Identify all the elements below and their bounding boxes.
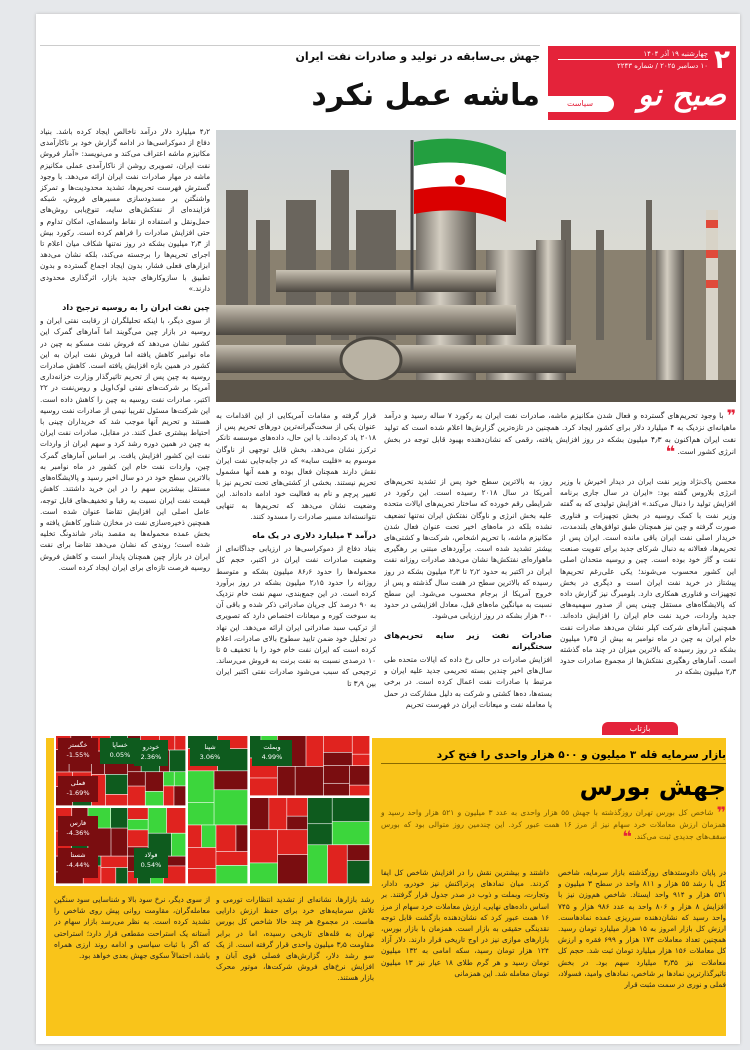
quote-open-icon: ❞	[716, 803, 726, 822]
quote-close-icon: ❝	[665, 442, 676, 461]
paragraph: روز، به بالاترین سطح خود پس از تشدید تحریم‌های آمریکا در سال ۲۰۱۸ رسیده است. این رکورد در شرایطی رقم خورده که ساختار تحریم‌های ایالات متحده علیه بخش انرژی و ناوگان نفتکش ایران نه‌تنها تضعیف نشده بلکه در ماه‌های اخیر تحت عنوان فعال شدن مکانیزم ماشه، با تحریم اشخاص، شرکت‌ها و کشتی‌های بیشتر تشدید شده است. برآوردهای مبتنی بر رهگیری ماهواره‌ای نفتکش‌ها نشان می‌دهد صادرات روزانه نفت ایران در اکتبر به حدود ۲٫۲ تا ۲٫۳ میلیون بشکه در روز رسیده که بالاترین سطح در هفت سال گذشته و پس از خروج آمریکا از برجام محسوب می‌شود. این سطح نسبت به میانگین ماه‌های قبل، معادل افزایشی در حدود ۳۰۰ هزار بشکه در روز ارزیابی می‌شود.	[384, 477, 552, 621]
heatmap-tile	[146, 792, 164, 806]
ticker-label: وبملت	[263, 743, 281, 751]
heatmap-tile	[347, 845, 369, 860]
heatmap-tile	[188, 803, 214, 825]
heatmap-tile	[116, 868, 127, 884]
heatmap-tile	[170, 750, 186, 771]
heatmap-tile	[216, 866, 247, 884]
change-label: -4.44%	[66, 861, 90, 869]
change-label: 4.99%	[261, 753, 283, 761]
paragraph: قرار گرفته و مقامات آمریکایی از این اقدامات به عنوان یکی از سخت‌گیرانه‌ترین دورهای تحریم پس از ۲۰۱۸ یاد کرده‌اند. با این حال، داده‌های موسسه تانکر ترکرز نشان می‌دهد، بخش قابل توجهی از ناوگان موسوم به «فلیت سایه» که در جابه‌جایی نفت ایران نقش دارند همچنان فعال بوده و همه آنها مشمول تحریم نیستند. بخشی از کشتی‌های تحت تحریم نیز با تغییر پرچم و نام به فعالیت خود ادامه داده‌اند. این وضعیت نشان می‌دهد که تحریم‌ها به تنهایی نتوانسته‌اند مسیر صادرات را مسدود کنند.	[216, 411, 376, 521]
heatmap-tile	[128, 808, 148, 819]
heatmap-tile	[353, 736, 370, 754]
article-column-a	[216, 410, 376, 722]
refinery-photo	[216, 130, 736, 402]
ticker-label: شستا	[70, 851, 86, 859]
heatmap-tile	[128, 820, 148, 830]
heatmap-tile	[214, 771, 247, 789]
heatmap-tile	[250, 798, 269, 829]
heatmap-tile	[324, 766, 349, 783]
subheading: صادرات نفت زیر سایه تحریم‌های سختگیرانه	[384, 630, 552, 651]
paragraph: محسن پاک‌نژاد وزیر نفت ایران در دیدار اخیرش با وزیر انرژی بلاروس گفته بود: «ایران در سال جاری برنامه افزایش تولید را دنبال می‌کند.» افزایش تولیدی که به گفته وزیر نفت با کمک روسیه در بخش تجهیزات و فناوری صورت گرفته و چین نیز همچنان طبق توافق‌های بلندمدت، خریدار اصلی نفت ایران باقی مانده است. ایران پس از تحریم‌ها، فعالانه به دنبال شرکای جدید برای تقویت صنعت نفت و گاز خود بوده است. چین و روسیه متحدان اصلی این کشور محسوب می‌شوند؛ یکی علی‌رغم تحریم‌ها پیشتاز در خرید نفت ایران است و دیگری در بخش تجهیزات و فناوری همکاری دارد. بلومبرگ نیز گزارش داده که پالایشگاه‌های مستقل چینی پس از صدور سهمیه‌های جدید واردات، خرید نفت خام ایران را افزایش داده‌اند. همچنین آمارهای شرکت کپلر نشان می‌دهد صادرات نفت خام ایران به چین در ماه نوامبر به بیش از ۱٫۳۵ میلیون بشکه در روز رسیده که بالاترین میزان در چند ماه گذشته است. آمارهای رهگیری نفتکش‌ها از مجموع صادرات حدود ۲٫۳ میلیون بشکه در	[560, 477, 736, 677]
heatmap-tile	[101, 868, 115, 884]
section-tag: بازتاب	[602, 722, 678, 735]
pull-quote-text: با وجود تحریم‌های گسترده و فعال شدن مکانیزم ماشه، صادرات نفت ایران به رکورد ۷ ساله رسید و درآمد ماهیانه‌ای نزدیک به ۴ میلیارد دلار برای کشور ایجاد کرد. همچنین در تازه‌ترین گزارش‌ها اعلام شده است که تولید نفت ایران هم‌اکنون به ۴٫۳ میلیون بشکه در روز افزایش یافته، رقمی که نشان‌دهنده بهبود قابل توجه در بخش انرژی کشور است.	[384, 411, 736, 456]
bourse-column-1: در پایان دادوستدهای روزگذشته بازار سرمایه، شاخص کل با رشد ۵۵ هزار و ۸۱۱ واحد در سطح ۳ میلیون و ۵۲۱ هزار و ۹۱۴ واحد ایستاد. شاخص هم‌وزن نیز با افزایش ۸ هزار و ۸۰۶ واحد به عدد ۹۸۶ هزار و ۷۴۵ واحد رسید که نشان‌دهنده سرریزی عمده نمادهاست. ارزش کل بازار امروز به ۱۵ هزار میلیارد تومان رسید. همچنین تعداد معاملات ۱۷۴ هزار و ۶۹۹ فقره و ارزش کل معاملات ۱۵۶ هزار میلیارد تومان ثبت شد. حجم کل معاملات نیز ۳٫۳۵ میلیارد سهم بود. در بخش تاثیرگذارترین نمادها بر شاخص، نمادهای وامید، فسولاد، فملی و نوری در سمت مثبت قرار	[558, 868, 726, 990]
change-label: 2.36%	[140, 753, 162, 761]
heatmap-tile	[328, 845, 347, 883]
heatmap-tile	[101, 856, 127, 867]
heatmap-tile	[324, 784, 349, 796]
lead-pull-quote	[384, 406, 736, 461]
change-label: -1.55%	[66, 751, 90, 759]
heatmap-tile	[269, 798, 286, 829]
change-label: 0.54%	[140, 861, 162, 869]
heatmap-tile	[216, 825, 235, 851]
heatmap-tile	[164, 786, 174, 805]
heatmap-tile	[214, 790, 247, 825]
bourse-pull-quote	[381, 803, 726, 846]
heatmap-tile	[188, 848, 216, 868]
heatmap-tile	[332, 822, 369, 845]
logo: صبح نو	[637, 78, 726, 113]
heatmap-tile	[236, 825, 247, 851]
bourse-column-3: رشد بازارها، نشانه‌ای از تشدید انتظارات تورمی و تلاش سرمایه‌های خرد برای حفظ ارزش دارایی هاست. در مجموع هر چند حالا شاخص کل بورس تهران به قله‌های تاریخی رسیده، اما در برابر مقاومت ۳٫۵ میلیون واحدی قرار گرفته است. از یک سو رشد دلار، گزارش‌های فصلی قوی آبان و افزایش نرخ‌های فروش شرکت‌ها، موتور محرک بازار هستند.	[216, 895, 374, 983]
paragraph: ۴٫۲ میلیارد دلار درآمد ناخالص ایجاد کرده باشد. بنیاد دفاع از دموکراسی‌ها در ادامه گزارش خود بر ناکارآمدی مکانیزم ماشه اعتراف می‌کند و می‌نویسد: «آمار فروش نفت ایران، تصویری روشن از ناکارآمدی عملی مکانیزم ماشه در مهار صادرات نفت ایران ارائه می‌دهد. با وجود گسترش فهرست تحریم‌ها، تشدید محدودیت‌ها و تمرکز واشنگتن بر مسدودسازی مسیرهای فروش، شبکه فزاینده‌ای از نفتکش‌های سایه، تنوع‌یابی روش‌های حمل‌ونقل و استفاده از نقاط واسطه‌ای، امکان تداوم و حتی افزایش صادرات را فراهم کرده است. رکورد بیش از ۲٫۳ میلیون بشکه در روز نه‌تنها شکاف میان اعلام تا اجرای تحریم‌ها را برجسته می‌کند، بلکه نشان می‌دهد ابزارهای فعلی فشار، بدون ایجاد اجماع گسترده و بدون تطبیق با سازوکارهای جدید بازار، اثرگذاری محدودی دارند.»	[40, 127, 210, 293]
quote-close-icon: ❝	[622, 827, 632, 846]
ticker-label: فارس	[69, 819, 87, 827]
heatmap-tile	[250, 778, 277, 795]
heatmap-tile	[308, 845, 327, 883]
heatmap-tile	[188, 771, 214, 802]
ticker-label: خودرو	[142, 743, 160, 751]
article-column-left	[40, 126, 210, 722]
headline: ماشه عمل نکرد	[311, 78, 540, 113]
heatmap-tile	[308, 824, 332, 844]
ticker-label: شپنا	[204, 743, 216, 751]
heatmap-tile	[216, 852, 247, 865]
paragraph: از سوی دیگر، با اینکه تحلیلگران از رقابت نفتی ایران و روسیه در بازار چین می‌گویند اما آمارهای گمرک این کشور نشان می‌دهد که فروش نفت مسکو به چین در ماه نوامبر کاهش یافته اما فروش نفت ایران به این کشور در همین بازه افزایش یافته است. کاهش صادرات روسیه به چین پس از تحریم تاثیرگذار وزارت خزانه‌داری آمریکا بر شرکت‌های نفتی لوک‌اویل و روس‌نفت در ۲۲ اکتبر، صادرات نفت روسیه به چین را کاهش داده است. این شرکت‌ها مسئول تقریبا نیمی از صادرات نفت روسیه هستند و تحریم آنها موجب شد که خریداران چینی با احتیاط بیشتری عمل کنند. در مقابل، صادرات نفت ایران به چین در همین دوره رشد کرد و سهم ایران از واردات نفت این کشور افزایش یافت. بر اساس آمارهای گمرک چین، واردات نفت خام این کشور در ماه نوامبر به بالاترین سطح خود در دو سال اخیر رسید و پالایشگاه‌های مستقل بیشترین سهم را در این خرید داشتند. کاهش قیمت نفت ایران نسبت به رقبا و تخفیف‌های قابل توجه، عامل اصلی این افزایش تقاضا عنوان شده است. همچنین ذخیره‌سازی نفت در مخازن شناور کاهش یافته و بخش عمده محموله‌ها به مقصد بنادر شاندونگ تخلیه شده است؛ روندی که نشان می‌دهد تقاضا برای نفت ایران در بازار چین همچنان پایدار است و کاهش فروش روسیه فرصت تازه‌ای برای ایران ایجاد کرده است.	[40, 316, 210, 572]
heatmap-tile	[202, 825, 216, 847]
heatmap-tile	[278, 767, 295, 796]
divider	[40, 45, 540, 46]
heatmap-tile	[188, 869, 216, 884]
bourse-column-2: داشتند و بیشترین نقش را در افزایش شاخص کل ایفا کردند. میان نمادهای پرتراکنش نیز خودرو، دادار، وتجارت، وبملت و ذوب در صدر جدول قرار گرفتند. بر اساس داده‌های نهایی، ارزش معاملات خرد سهام از مرز ۱۶ همت عبور کرد که نشان‌دهنده بازگشت قابل توجه نقدینگی حقیقی به بازار است. همزمان با بازار بورس، بازارهای موازی نیز در اوج تاریخی قرار دارند. دلار آزاد ۱۲۴ هزار تومان رسید، سکه امامی به ۱۳۲ میلیون تومان رسید و هر گرم طلای ۱۸ عیار نیز ۱۳ میلیون تومان معامله شد. این همزمانی	[381, 868, 549, 978]
heatmap-tile	[278, 855, 307, 883]
heatmap-tile	[350, 766, 370, 785]
heatmap-tile	[164, 772, 174, 786]
heatmap-tile	[287, 816, 307, 829]
bourse-headline: جهش بورس	[579, 773, 726, 801]
heatmap-tile	[172, 833, 186, 855]
heatmap-tile	[353, 754, 370, 765]
change-label: -1.69%	[66, 789, 90, 797]
paragraph: بنیاد دفاع از دموکراسی‌ها در ارزیابی جداگانه‌ای از وضعیت صادرات نفت ایران در اکتبر، حجم کل محموله‌ها را حدود ۸۶٫۶ میلیون بشکه و متوسط روزانه را حدود ۲٫۱۵ میلیون بشکه در روز برآورد کرده است. در این جمع‌بندی، سهم نفت خام نزدیک به ۹۰ درصد کل جریان صادراتی ذکر شده و باقی آن به سوخت کوره و میعانات اختصاص دارد که تصویری از ترکیب سبد صادراتی ایران ارائه می‌دهد. این نهاد در تحلیل خود ضمن تایید سطوح بالای صادرات، اعلام کرده است که ایران نفت خام خود را با تخفیف ۵ تا ۱۰ درصدی نسبت به نفت برنت به فروش می‌رساند. ترجیحی که سبب می‌شود صادرات نفتی اکتبر ایران بین ۳٫۹ تا	[216, 544, 376, 688]
ticker-label: فملی	[70, 779, 86, 787]
stock-heatmap	[54, 734, 372, 886]
heatmap-tile	[174, 786, 185, 805]
heatmap-tile	[106, 795, 128, 806]
heatmap-tile	[175, 772, 186, 786]
heatmap-tile	[148, 808, 166, 833]
bourse-kicker: بازار سرمایه قله ۳ میلیون و ۵۰۰ هزار واحدی را فتح کرد	[381, 749, 726, 764]
date-persian: چهارشنبه ۱۹ آذر ۱۴۰۴	[558, 50, 708, 60]
heatmap-tile	[111, 828, 127, 855]
heatmap-tile	[324, 736, 352, 752]
ticker-label: خگستر	[68, 741, 88, 749]
ticker-label: خساپا	[112, 741, 128, 749]
iran-flag	[414, 139, 506, 222]
subheading: چین نفت ایران را به روسیه ترجیح داد	[62, 303, 210, 313]
page-number: ۲	[714, 45, 730, 75]
heatmap-tile	[128, 830, 148, 846]
heatmap-tile	[287, 798, 307, 816]
heatmap-tile	[175, 736, 185, 750]
heatmap-tile	[111, 808, 127, 828]
ticker-label: فولاد	[144, 851, 158, 859]
masthead	[548, 46, 736, 120]
bourse-column-4: از سوی دیگر، نرخ سود بالا و شناسایی سود سنگین معامله‌گران، مقاومت روانی پیش روی شاخص را تشدید کرده است. به نظر می‌رسد بازار سهام در آستانه یک استراحت مقطعی قرار دارد؛ استراحتی که اگر با ثبات سیاسی و ادامه روند ارزی همراه باشد، احتمالاً سکوی جهش بعدی خواهد بود.	[54, 895, 210, 961]
section-badge: سیاست	[546, 96, 614, 112]
heatmap-tile	[128, 786, 145, 805]
date-gregorian-issue: ۱۰ دسامبر ۲۰۲۵ / شماره ۲۲۴۳	[616, 62, 708, 70]
heatmap-tile	[347, 861, 369, 884]
subheading: درآمد ۴ میلیارد دلاری در یک ماه	[252, 531, 376, 541]
heatmap-tile	[308, 798, 332, 823]
change-label: 0.05%	[109, 751, 131, 759]
kicker: جهش بی‌سابقه در تولید و صادرات نفت ایران	[295, 50, 540, 63]
article-column-b	[384, 476, 552, 722]
heatmap-tile	[332, 798, 369, 821]
newspaper-page	[36, 14, 740, 1044]
heatmap-tile	[167, 808, 186, 833]
bourse-quote-text: شاخص کل بورس تهران روزگذشته با جهش ۵۵ هزار واحدی به عدد ۳ میلیون و ۵۲۱ هزار واحد رسید و همزمان ارزش معاملات خرد سهام نیز از مرز ۱۶ همت عبور کرد. این چندمین روز متوالی بود که بورس سقف‌های جدیدی ثبت می‌کند.	[381, 808, 726, 841]
change-label: 3.06%	[199, 753, 221, 761]
change-label: -4.36%	[66, 829, 90, 837]
heatmap-tile	[250, 830, 277, 863]
heatmap-tile	[106, 775, 128, 794]
heatmap-tile	[250, 863, 277, 883]
heatmap-tile	[128, 772, 145, 786]
refinery-flag-image	[216, 130, 736, 402]
quote-open-icon: ❞	[726, 406, 736, 425]
heatmap-tile	[306, 736, 323, 766]
article-column-c	[560, 476, 736, 722]
heatmap-tile	[188, 825, 201, 847]
heatmap-tile	[146, 772, 164, 791]
heatmap-tile	[278, 830, 307, 854]
heatmap-tile	[350, 785, 370, 795]
heatmap-svg	[56, 736, 370, 884]
heatmap-tile	[324, 753, 352, 766]
heatmap-tile	[295, 767, 323, 796]
paragraph: افزایش صادرات در حالی رخ داده که ایالات متحده طی سال‌های اخیر چندین بسته تحریمی جدید علیه ایران و مرتبط با صادرات نفت اعمال کرده است. در برخی بسته‌ها، ده‌ها کشتی و شرکت به دلیل مشارکت در حمل یا معامله نفت و میعانات ایران در فهرست تحریم	[384, 655, 552, 709]
